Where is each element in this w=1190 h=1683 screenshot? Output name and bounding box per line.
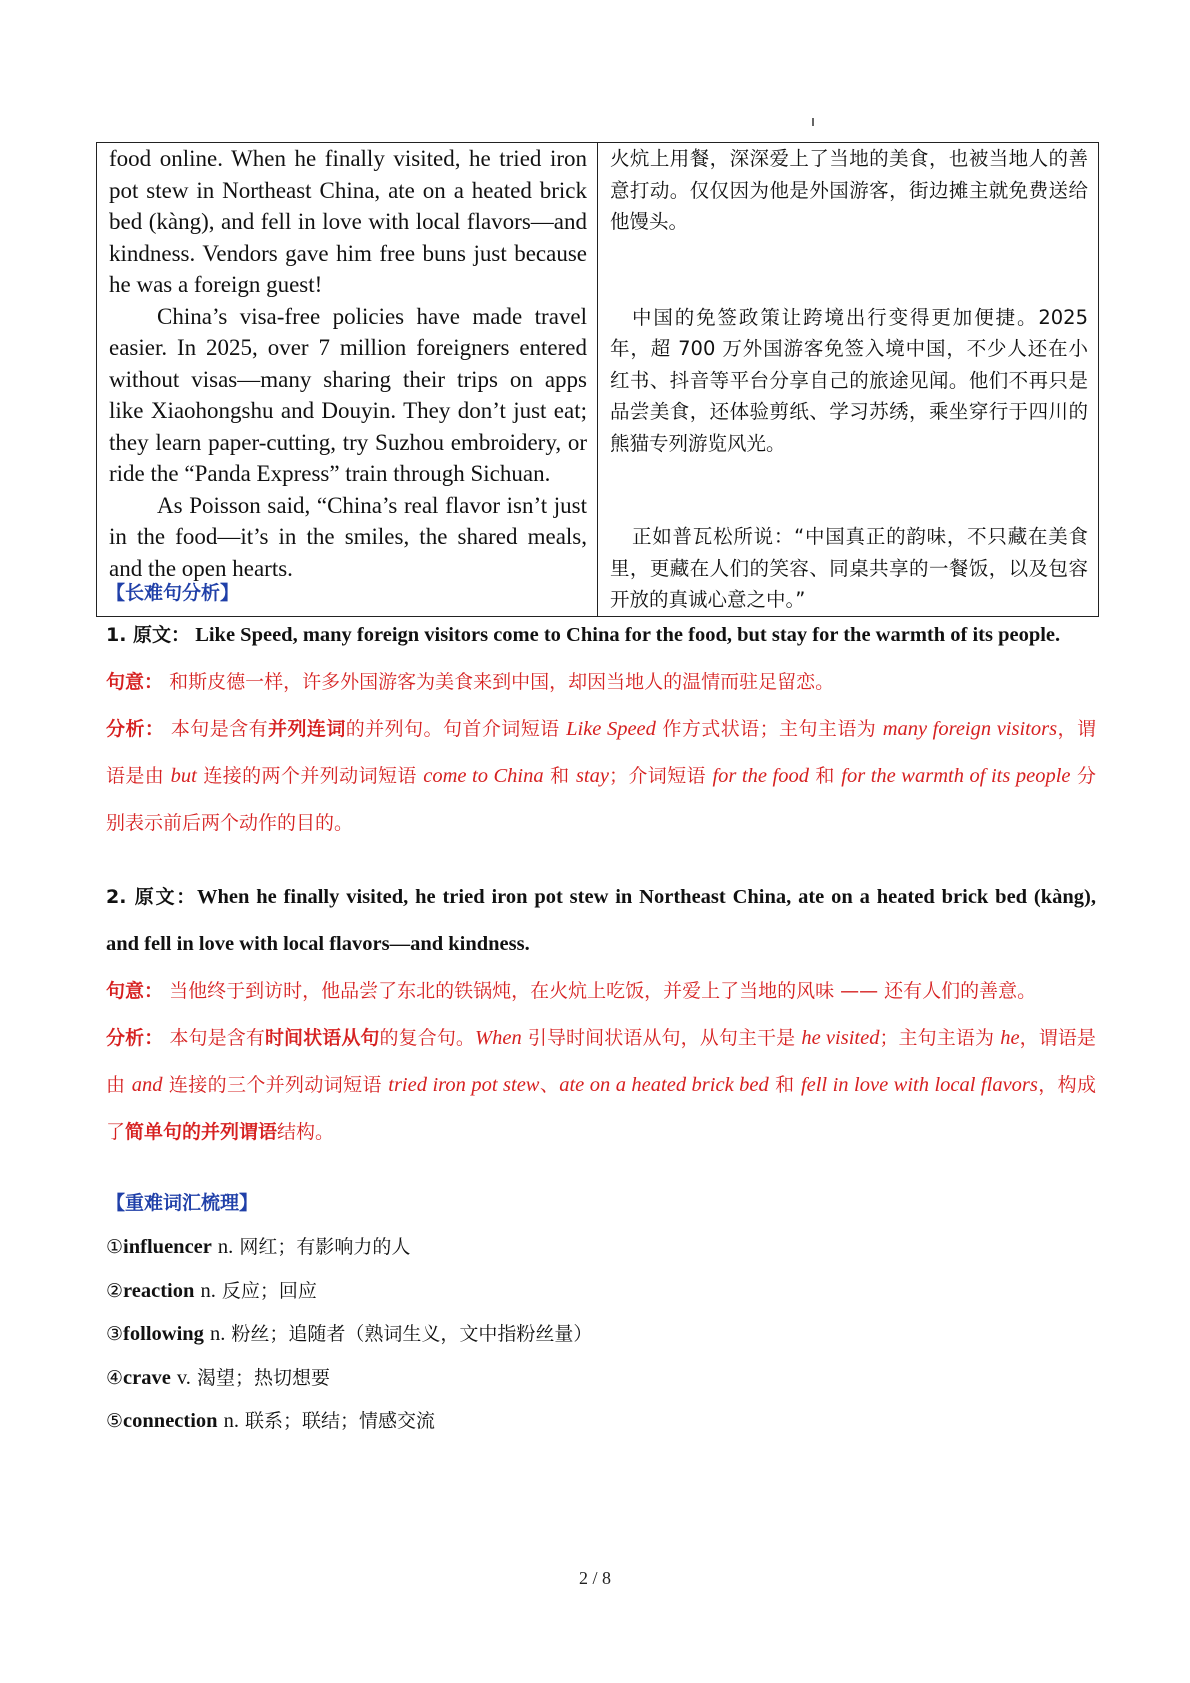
vocab-item: ③following n. 粉丝；追随者（熟词生义，文中指粉丝量）: [106, 1323, 593, 1345]
top-mark: [812, 118, 814, 126]
vocab-heading: 【重难词汇梳理】: [106, 1192, 259, 1214]
sentence-analysis: 分析： 本句是含有时间状语从句的复合句。When 引导时间状语从句，从句主干是 he visited；主句主语为 he，谓语是由 and 连接的三个并列动词短语 tried iron pot stew、ate on a heated brick bed 和 fell in love with local flavors，构成了简单句的并列谓语结构。: [106, 1027, 1096, 1143]
vocab-item: ②reaction n. 反应；回应: [106, 1280, 317, 1302]
english-paragraph: food online. When he finally visited, he tried iron pot stew in Northeast China, ate on a heated brick bed (kàng), and fell in love with local flavors—and kindness. Vendors gave him free buns just because he was a foreign guest!: [109, 146, 587, 297]
page-number: 2 / 8: [578, 1568, 611, 1588]
sentence-meaning: 句意： 当他终于到访时，他品尝了东北的铁锅炖，在火炕上吃饭，并爱上了当地的风味 —— 还有人们的善意。: [106, 980, 1037, 1002]
english-paragraph: China’s visa-free policies have made travel easier. In 2025, over 7 million foreigners entered without visas—many sharing their trips on apps like Xiaohongshu and Douyin. They don’t just eat; they learn paper-cutting, try Suzhou embroidery, or ride the “Panda Express” train through Sichuan.: [109, 303, 587, 486]
original-sentence: 2. 原文：When he finally visited, he tried iron pot stew in Northeast China, ate on a heated brick bed (kàng), and fell in love with local flavors—and kindness.: [106, 886, 1096, 955]
chinese-paragraph: 中国的免签政策让跨境出行变得更加便捷。2025年，超 700 万外国游客免签入境中国，不少人还在小红书、抖音等平台分享自己的旅途见闻。他们不再只是品尝美食，还体验剪纸、学习苏绣，乘坐穿行于四川的熊猫专列游览风光。: [610, 305, 1088, 455]
analysis-item-1: [106, 612, 1096, 847]
chinese-paragraph: 正如普瓦松所说：“中国真正的韵味，不只藏在美食里，更藏在人们的笑容、同桌共享的一餐饭，以及包容开放的真诚心意之中。”: [610, 525, 1088, 611]
sentence-analysis: 分析： 本句是含有并列连词的并列句。句首介词短语 Like Speed 作方式状语；主句主语为 many foreign visitors，谓语是由 but 连接的两个并列动词短语 come to China 和 stay；介词短语 for the food 和 for the warmth of its people 分别表示前后两个动作的目的。: [106, 718, 1096, 834]
analysis-item-2: [106, 874, 1096, 1156]
bilingual-passage-table: [96, 142, 1099, 617]
chinese-column: [598, 143, 1099, 617]
analysis-heading: 【长难句分析】: [106, 582, 240, 604]
vocab-item: ④crave v. 渴望；热切想要: [106, 1367, 330, 1389]
original-sentence: 1. 原文： Like Speed, many foreign visitors come to China for the food, but stay for the warmth of its people.: [106, 624, 1061, 646]
chinese-paragraph: 火炕上用餐，深深爱上了当地的美食，也被当地人的善意打动。仅仅因为他是外国游客，街边摊主就免费送给他馒头。: [610, 147, 1088, 233]
english-column: [97, 143, 598, 617]
vocab-item: ⑤connection n. 联系；联结；情感交流: [106, 1410, 436, 1432]
sentence-meaning: 句意： 和斯皮德一样，许多外国游客为美食来到中国，却因当地人的温情而驻足留恋。: [106, 671, 835, 693]
vocab-item: ①influencer n. 网红；有影响力的人: [106, 1236, 411, 1258]
english-paragraph: As Poisson said, “China’s real flavor isn’t just in the food—it’s in the smiles, the shared meals, and the open hearts.: [109, 492, 587, 581]
